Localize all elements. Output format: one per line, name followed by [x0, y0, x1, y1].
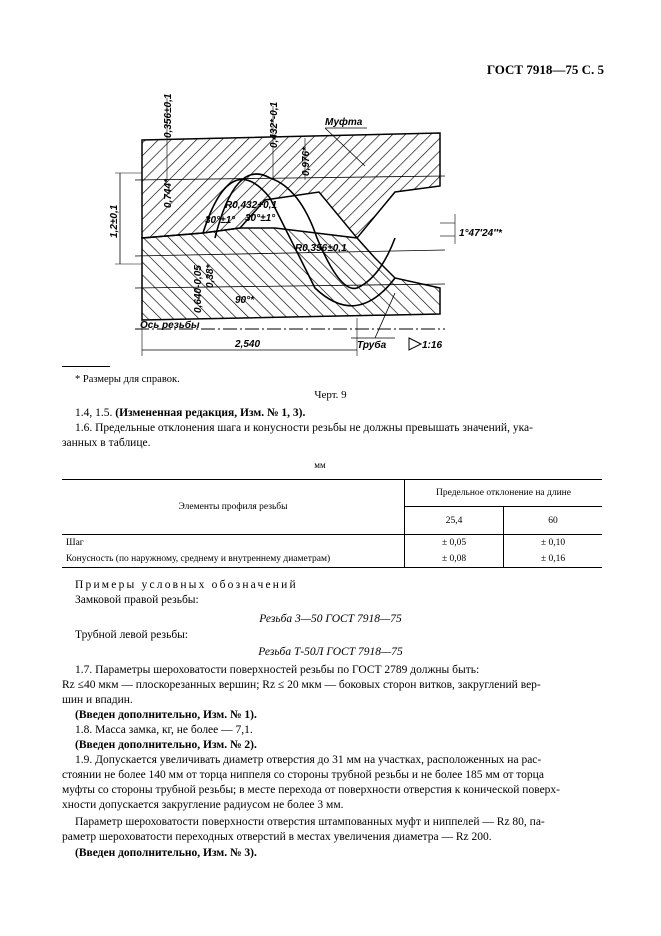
th-elements: Элементы профиля резьбы	[62, 480, 405, 535]
label-d3: 0,976*	[301, 147, 312, 176]
label-muffle: Муфта	[325, 117, 363, 128]
label-a3: 90°*	[235, 295, 255, 306]
sec-1-9-l3: муфты со стороны трубной резьбы; в месте перехода от поверхности отверстия к конической поверх-	[62, 784, 561, 796]
pipe-code: Резьба Т-50Л ГОСТ 7918—75	[258, 646, 403, 658]
sec-1-9-p2-l2: раметр шероховатости переходных отверстий в местах увеличения диаметра — Rz 200.	[62, 831, 492, 843]
sec-1-7-l1: 1.7. Параметры шероховатости поверхностей резьбы по ГОСТ 2789 должны быть:	[75, 664, 480, 676]
table-row: Шаг ± 0,05 ± 0,10	[62, 535, 602, 552]
sec-1-9-added: (Введен дополнительно, Изм. № 3).	[75, 847, 257, 859]
th-25-4: 25,4	[405, 507, 504, 535]
sec-1-8-l1: 1.8. Масса замка, кг, не более — 7,1.	[75, 724, 253, 736]
figure-caption: Черт. 9	[314, 389, 347, 401]
tolerance-table	[62, 479, 602, 568]
label-pipe: Труба	[357, 340, 387, 351]
label-height: 1,2±0,1	[109, 204, 120, 238]
label-d1: 0,356±0,1	[163, 93, 174, 138]
label-d5: 0,640-0,05	[193, 265, 204, 313]
table-row: Конусность (по наружному, среднему и внутреннему диаметрам) ± 0,08 ± 0,16	[62, 551, 602, 568]
thread-profile-drawing	[95, 88, 502, 363]
sec-1-9-l1: 1.9. Допускается увеличивать диаметр отверстия до 31 мм на участках, расположенных на рас-	[75, 754, 542, 766]
table-unit: мм	[314, 460, 326, 470]
label-taper: 1:16	[422, 340, 443, 351]
label-d2: 0,432*-0,1	[269, 101, 280, 148]
para-1-4: 1.4, 1.5. (Измененная редакция, Изм. № 1, 3).	[75, 407, 306, 419]
lock-label: Замковой правой резьбы:	[75, 594, 199, 606]
label-r1: R0,432+0,1	[225, 200, 277, 211]
pipe-label: Трубной левой резьбы:	[75, 629, 189, 641]
para-1-6-l2: занных в таблице.	[62, 437, 151, 449]
sec-1-9-p2-l1: Параметр шероховатости поверхности отверстия штампованных муфт и ниппелей — Rz 80, па-	[75, 816, 545, 828]
th-60: 60	[504, 507, 603, 535]
muffle-section	[142, 133, 440, 238]
footnote: * Размеры для справок.	[75, 374, 180, 385]
para-1-6-l1: 1.6. Предельные отклонения шага и конусности резьбы не должны превышать значений, ука-	[75, 422, 533, 434]
label-a2: 30°±1°	[245, 213, 276, 224]
examples-heading: Примеры условных обозначений	[75, 579, 298, 591]
sec-1-9-l2: стоянии не более 140 мм от торца ниппеля со стороны трубной резьбы и не более 185 мм от торца	[62, 769, 544, 781]
lock-code: Резьба 3—50 ГОСТ 7918—75	[259, 613, 402, 625]
page-header: ГОСТ 7918—75 С. 5	[486, 62, 604, 77]
sec-1-7-added: (Введен дополнительно, Изм. № 1).	[75, 709, 257, 721]
label-thread-axis: Ось резьбы	[140, 320, 200, 331]
label-a1: 30°±1°	[205, 215, 236, 226]
sec-1-9-l4: хности допускается закругление радиусом не более 3 мм.	[62, 799, 344, 811]
label-d6: 0,38*	[205, 264, 216, 288]
label-pitch: 2,540	[235, 339, 261, 350]
footnote-rule	[62, 366, 110, 367]
label-d4: 0,744*	[163, 179, 174, 208]
sec-1-8-added: (Введен дополнительно, Изм. № 2).	[75, 739, 257, 751]
sec-1-7-l3: шин и впадин.	[62, 694, 133, 706]
th-group: Предельное отклонение на длине	[405, 480, 603, 507]
label-r2: R0,356±0,1	[295, 243, 347, 254]
sec-1-7-l2: Rz ≤40 мкм — плоскорезанных вершин; Rz ≤ 20 мкм — боковых сторон витков, закруглений вер-	[62, 679, 541, 691]
label-angle: 1°47′24″*	[459, 228, 502, 239]
